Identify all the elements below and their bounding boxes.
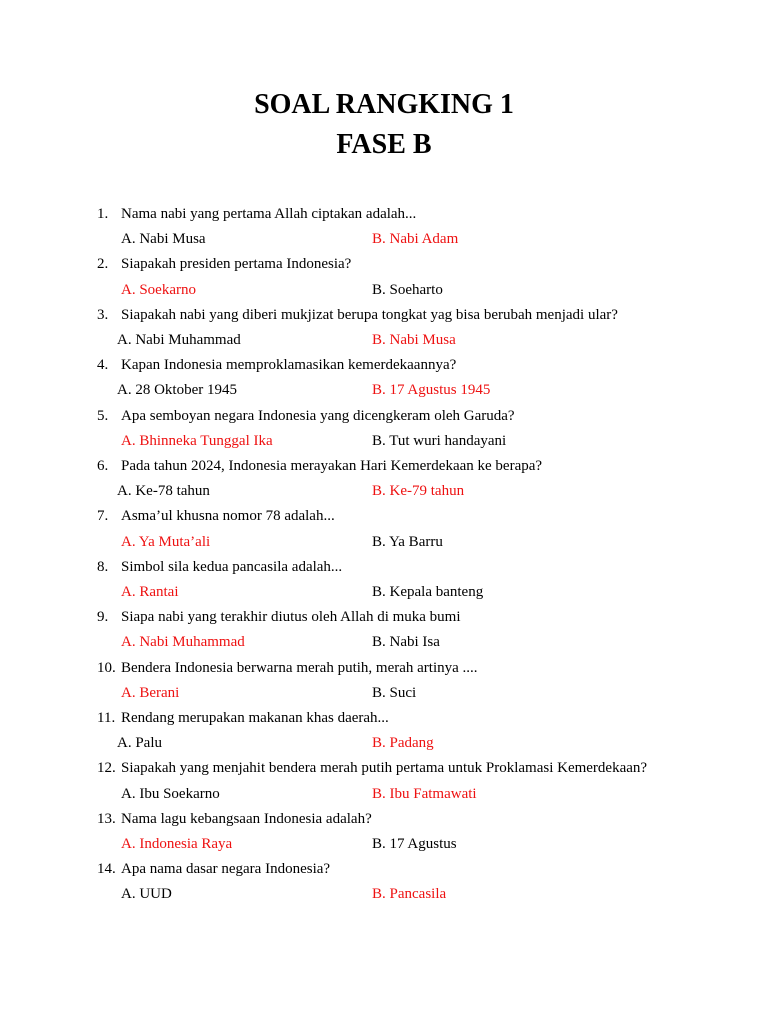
question-8 [0, 555, 768, 580]
question-13 [0, 807, 768, 832]
question-number: 10. [97, 659, 116, 676]
question-text: Siapakah presiden pertama Indonesia? [121, 256, 352, 273]
option-a-correct: A. Indonesia Raya [121, 836, 233, 852]
question-text: Nama lagu kebangsaan Indonesia adalah? [121, 810, 372, 827]
question-4 [0, 353, 768, 378]
options-row [0, 479, 768, 504]
option-a-correct: A. Berani [121, 684, 180, 701]
option-b-correct: B. Padang [372, 735, 434, 752]
option-b-correct: B. Nabi Adam [372, 231, 459, 248]
question-number: 14. [97, 861, 116, 878]
question-3 [0, 303, 768, 328]
question-number: 9. [97, 609, 109, 626]
question-1 [0, 202, 768, 227]
option-b: B. Ya Barru [372, 533, 443, 550]
option-b-correct: B. 17 Agustus 1945 [372, 382, 491, 399]
option-a-correct: A. Rantai [121, 584, 179, 600]
page-subtitle: FASE B [336, 129, 432, 160]
option-a-correct: A. Bhinneka Tunggal Ika [121, 432, 273, 449]
option-b-correct: B. Nabi Musa [372, 332, 456, 348]
option-a: A. Nabi Muhammad [117, 332, 241, 348]
question-5 [0, 404, 768, 429]
option-a: A. UUD [121, 886, 172, 903]
question-text: Apa nama dasar negara Indonesia? [121, 861, 331, 878]
question-7 [0, 504, 768, 529]
question-number: 8. [97, 558, 109, 575]
question-number: 5. [97, 407, 109, 424]
options-row [0, 580, 768, 605]
option-a-correct: A. Soekarno [121, 281, 196, 298]
options-row [0, 378, 768, 403]
options-row [0, 530, 768, 555]
question-text: Nama nabi yang pertama Allah ciptakan adalah... [121, 206, 417, 222]
options-row [0, 227, 768, 252]
option-a: A. 28 Oktober 1945 [117, 382, 237, 399]
option-a-correct: A. Nabi Muhammad [121, 634, 245, 651]
option-b-correct: B. Pancasila [372, 886, 447, 903]
options-row [0, 429, 768, 454]
question-14 [0, 857, 768, 882]
option-b: B. Nabi Isa [372, 634, 440, 651]
options-row [0, 328, 768, 353]
question-number: 1. [97, 206, 109, 222]
option-b: B. Kepala banteng [372, 584, 484, 600]
question-text: Asma’ul khusna nomor 78 adalah... [121, 508, 335, 525]
question-text: Siapakah yang menjahit bendera merah putih pertama untuk Proklamasi Kemerdekaan? [121, 760, 648, 777]
question-number: 13. [97, 810, 116, 827]
option-b-correct: B. Ke-79 tahun [372, 483, 465, 500]
option-b: B. Tut wuri handayani [372, 432, 507, 449]
options-row [0, 681, 768, 706]
option-a: A. Nabi Musa [121, 231, 206, 248]
option-a-correct: A. Ya Muta’ali [121, 533, 211, 550]
question-number: 6. [97, 458, 109, 474]
page-title: SOAL RANGKING 1 [254, 89, 514, 120]
question-text: Apa semboyan negara Indonesia yang dicengkeram oleh Garuda? [121, 407, 515, 424]
question-number: 7. [97, 508, 109, 525]
option-a: A. Ke-78 tahun [117, 483, 210, 500]
question-text: Bendera Indonesia berwarna merah putih, merah artinya .... [121, 659, 478, 676]
question-9 [0, 605, 768, 630]
question-text: Kapan Indonesia memproklamasikan kemerdekaannya? [121, 357, 457, 374]
question-number: 2. [97, 256, 109, 273]
question-number: 4. [97, 357, 109, 374]
options-row [0, 731, 768, 756]
question-10 [0, 656, 768, 681]
option-b-correct: B. Ibu Fatmawati [372, 785, 477, 802]
question-text: Pada tahun 2024, Indonesia merayakan Hari Kemerdekaan ke berapa? [121, 458, 543, 474]
question-text: Rendang merupakan makanan khas daerah... [121, 710, 389, 726]
question-number: 3. [97, 306, 109, 323]
option-b: B. Suci [372, 684, 417, 701]
question-text: Siapa nabi yang terakhir diutus oleh Allah di muka bumi [121, 609, 461, 626]
options-row [0, 882, 768, 907]
question-11 [0, 706, 768, 731]
option-a: A. Ibu Soekarno [121, 785, 220, 802]
option-a: A. Palu [117, 735, 162, 752]
option-b: B. Soeharto [372, 281, 443, 298]
question-number: 12. [97, 760, 116, 777]
question-text: Siapakah nabi yang diberi mukjizat berupa tongkat yag bisa berubah menjadi ular? [121, 306, 618, 323]
question-number: 11. [97, 710, 116, 726]
options-row [0, 782, 768, 807]
question-text: Simbol sila kedua pancasila adalah... [121, 558, 343, 575]
options-row [0, 278, 768, 303]
question-6 [0, 454, 768, 479]
question-2 [0, 252, 768, 277]
options-row [0, 630, 768, 655]
option-b: B. 17 Agustus [372, 836, 457, 852]
question-12 [0, 756, 768, 781]
options-row [0, 832, 768, 857]
